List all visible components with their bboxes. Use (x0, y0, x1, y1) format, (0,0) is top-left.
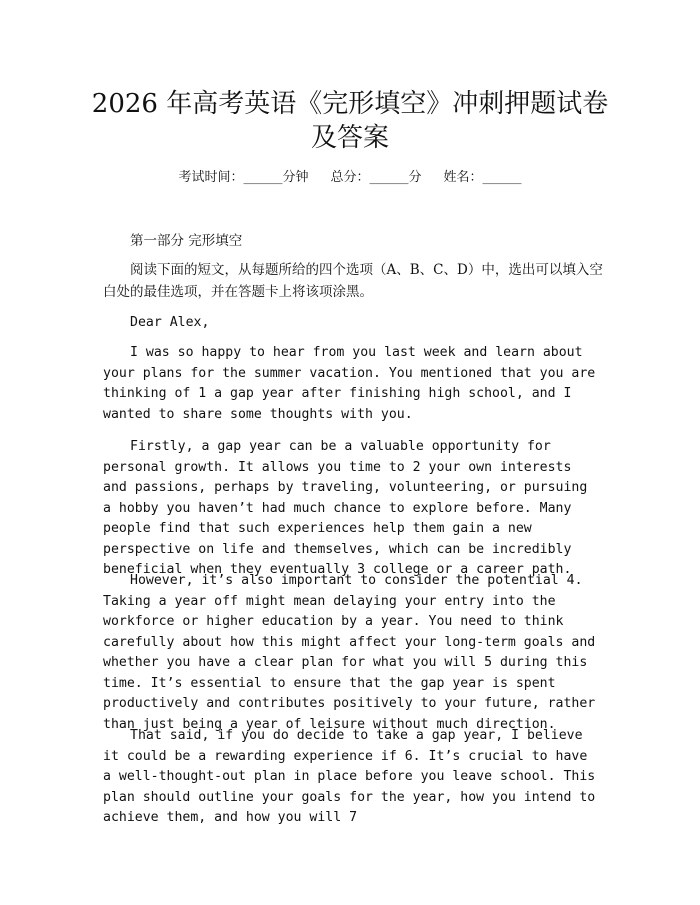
instructions: 阅读下面的短文，从每题所给的四个选项（A、B、C、D）中，选出可以填入空白处的最佳选项，并在答题卡上将该项涂黑。 (103, 262, 603, 300)
exam-time: 考试时间：______分钟 (178, 170, 309, 185)
paragraph-3: However, it’s also important to consider the potential 4. Taking a year off might mean delaying your entry into the workforce or higher education by a year. You need to think carefully about how this might affect your long-term goals and whether you have a clear plan for what you will 5 during this time. It’s essential to ensure that the gap year is spent productively and contributes positively to your future, rather than just being a year of leisure without much direction. (103, 573, 596, 732)
paragraph-1: I was so happy to hear from you last week and learn about your plans for the summer vacation. You mentioned that you are thinking of 1 a gap year after finishing high school, and I wanted to share some thoughts with you. (103, 345, 596, 422)
student-name: 姓名：______ (443, 170, 522, 185)
document-title-line-2: 及答案 (310, 123, 389, 153)
paragraph-2: Firstly, a gap year can be a valuable opportunity for personal growth. It allows you time to 2 your own interests and passions, perhaps by traveling, volunteering, or pursuing a hobby you haven’t had much chance to explore before. Many people find that such experiences help them gain a new perspective on life and themselves, which can be incredibly beneficial when they eventually 3 college or a career path. (103, 439, 588, 577)
section-heading: 第一部分 完形填空 (130, 233, 243, 249)
exam-score: 总分：______分 (330, 170, 422, 185)
letter-greeting: Dear Alex, (130, 315, 210, 330)
document-title-line-1: 2026 年高考英语《完形填空》冲刺押题试卷 (91, 89, 609, 119)
exam-meta (0, 168, 700, 188)
paragraph-4: That said, if you do decide to take a gap year, I believe it could be a rewarding experience if 6. It’s crucial to have a well-thought-out plan in place before you leave school. This plan should outline your goals for the year, how you intend to achieve them, and how you will 7 (103, 728, 596, 825)
